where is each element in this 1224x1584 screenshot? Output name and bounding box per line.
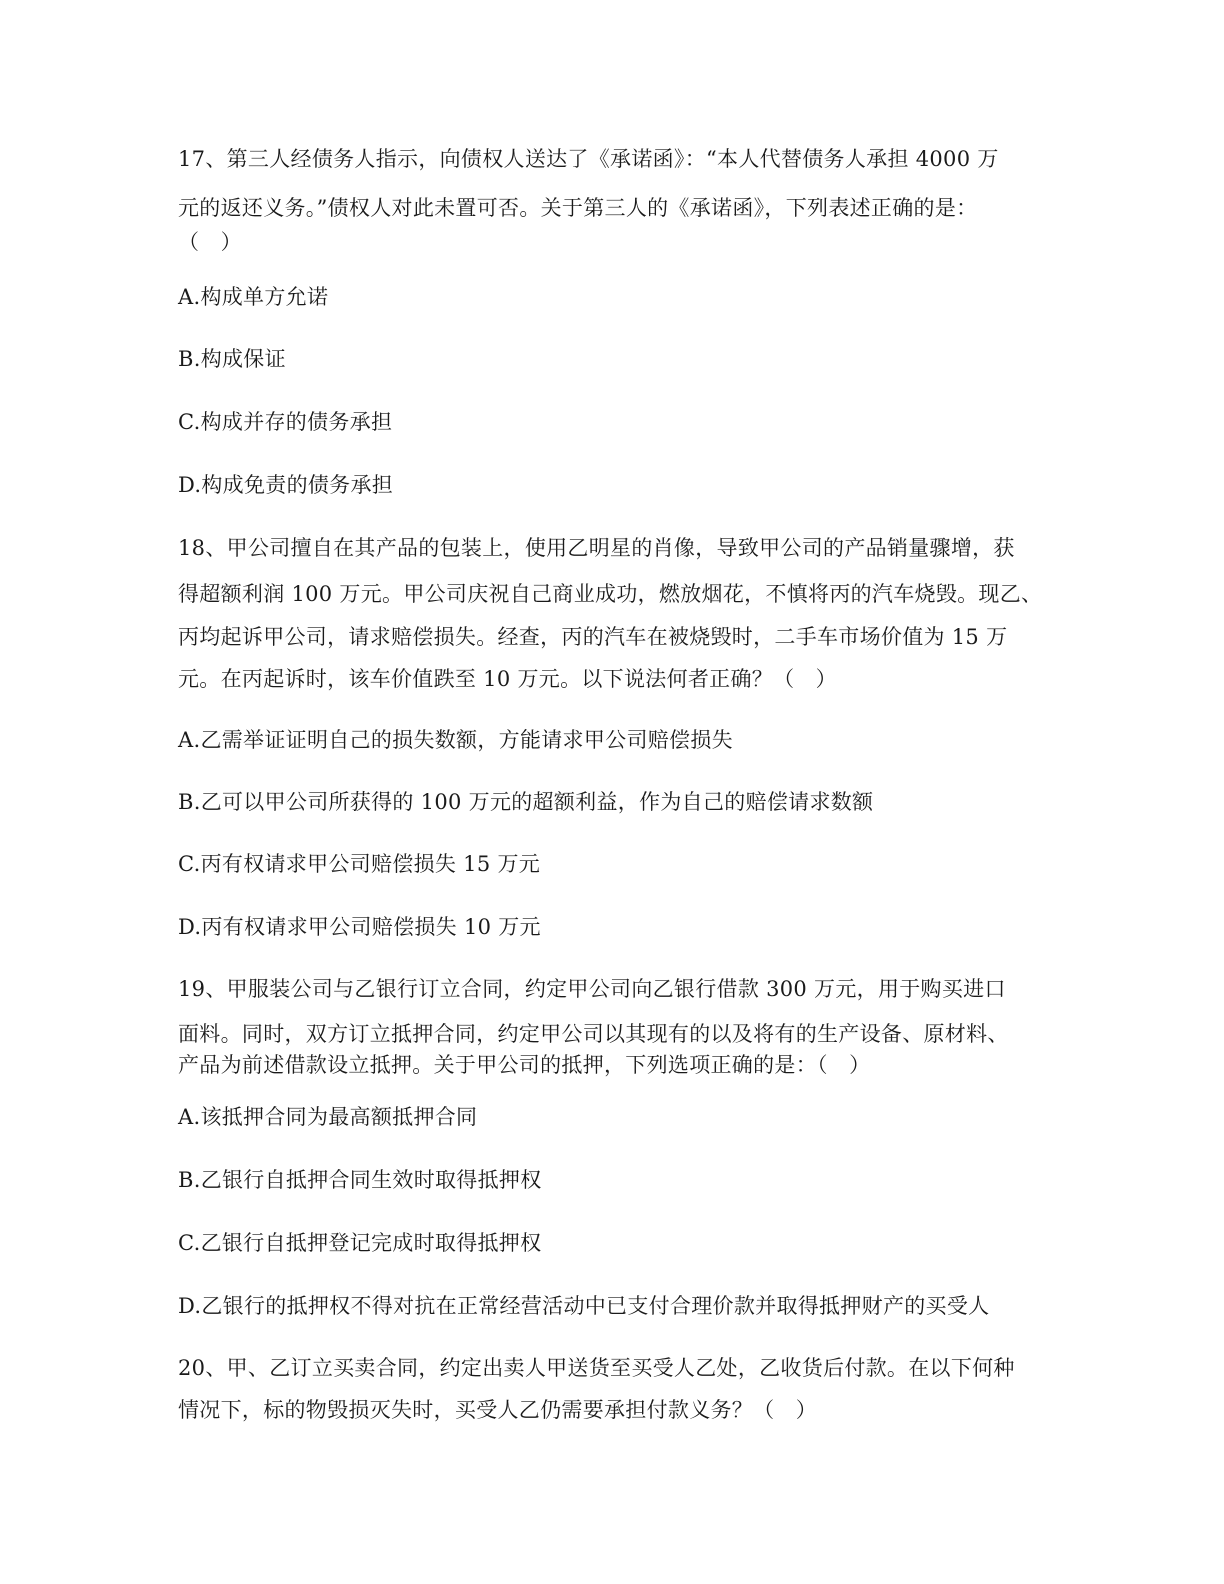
question-17-stem-line-1: 17、第三人经债务人指示，向债权人送达了《承诺函》：“本人代替债务人承担 4000 万 bbox=[178, 147, 999, 171]
question-18-stem-line-1: 18、甲公司擅自在其产品的包装上，使用乙明星的肖像，导致甲公司的产品销量骤增，获 bbox=[178, 536, 1015, 560]
question-20-stem-line-2: 情况下，标的物毁损灭失时，买受人乙仍需要承担付款义务？（ ） bbox=[178, 1398, 817, 1422]
question-20-stem-line-1: 20、甲、乙订立买卖合同，约定出卖人甲送货至买受人乙处，乙收货后付款。在以下何种 bbox=[178, 1356, 1015, 1380]
question-18-stem-line-2: 得超额利润 100 万元。甲公司庆祝自己商业成功，燃放烟花，不慎将丙的汽车烧毁。现乙、 bbox=[178, 582, 1043, 606]
question-17-option-d: D.构成免责的债务承担 bbox=[178, 473, 394, 497]
question-19-option-c: C.乙银行自抵押登记完成时取得抵押权 bbox=[178, 1231, 542, 1255]
question-17-option-b: B.构成保证 bbox=[178, 347, 286, 371]
question-18-stem-line-4: 元。在丙起诉时，该车价值跌至 10 万元。以下说法何者正确？（ ） bbox=[178, 667, 837, 691]
question-19-stem-line-1: 19、甲服装公司与乙银行订立合同，约定甲公司向乙银行借款 300 万元，用于购买进口 bbox=[178, 977, 1006, 1001]
question-18-option-c: C.丙有权请求甲公司赔偿损失 15 万元 bbox=[178, 852, 541, 876]
question-17-stem-line-2: 元的返还义务。”债权人对此未置可否。关于第三人的《承诺函》，下列表述正确的是： bbox=[178, 196, 978, 220]
question-18-option-a: A.乙需举证证明自己的损失数额，方能请求甲公司赔偿损失 bbox=[178, 728, 733, 752]
question-17-answer-blank: （ ） bbox=[178, 230, 242, 254]
question-19-option-a: A.该抵押合同为最高额抵押合同 bbox=[178, 1105, 478, 1129]
question-17-option-a: A.构成单方允诺 bbox=[178, 285, 329, 309]
question-18-option-d: D.丙有权请求甲公司赔偿损失 10 万元 bbox=[178, 915, 541, 939]
question-19-option-d: D.乙银行的抵押权不得对抗在正常经营活动中已支付合理价款并取得抵押财产的买受人 bbox=[178, 1294, 990, 1318]
question-19-option-b: B.乙银行自抵押合同生效时取得抵押权 bbox=[178, 1168, 542, 1192]
question-17-option-c: C.构成并存的债务承担 bbox=[178, 410, 393, 434]
question-18-option-b: B.乙可以甲公司所获得的 100 万元的超额利益，作为自己的赔偿请求数额 bbox=[178, 790, 874, 814]
question-19-stem-line-3: 产品为前述借款设立抵押。关于甲公司的抵押，下列选项正确的是：（ ） bbox=[178, 1053, 871, 1077]
question-18-stem-line-3: 丙均起诉甲公司，请求赔偿损失。经查，丙的汽车在被烧毁时，二手车市场价值为 15 万 bbox=[178, 625, 1008, 649]
question-19-stem-line-2: 面料。同时，双方订立抵押合同，约定甲公司以其现有的以及将有的生产设备、原材料、 bbox=[178, 1022, 1009, 1046]
